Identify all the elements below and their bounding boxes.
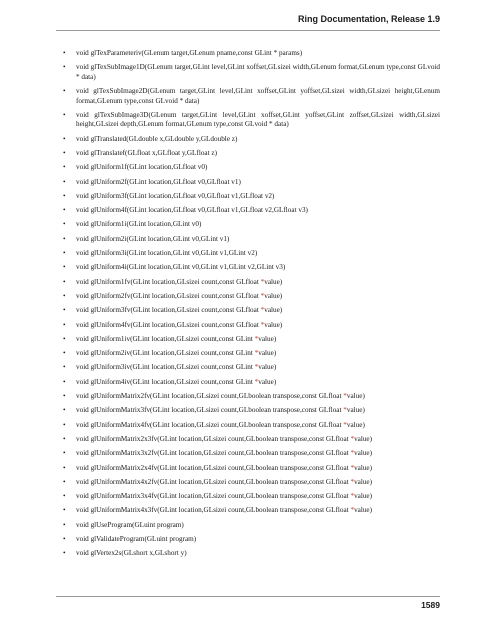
function-signature: void glTexSubImage2D(GLenum target,GLint level,GLint xoffset,GLint yoffset,GLsizei width,GLsizei height,GLenum format,GLenum type,const GLvoid * data) [76, 87, 440, 105]
page-footer [56, 596, 440, 611]
function-signature: void glUseProgram(GLuint program) [76, 520, 184, 529]
pointer-asterisk: * [343, 406, 347, 415]
function-signature-item [56, 335, 440, 345]
function-signature-item [56, 549, 440, 559]
pointer-asterisk: * [350, 449, 355, 458]
pointer-asterisk: * [260, 291, 265, 300]
function-signature-tail: value) [258, 363, 277, 372]
pointer-asterisk: * [350, 477, 355, 486]
function-signature-item [56, 235, 440, 245]
function-signature-tail: value) [264, 306, 283, 315]
function-signature: void glUniform3iv(GLint location,GLsizei count,const GLint [76, 363, 255, 372]
function-signature-tail: value) [258, 334, 277, 343]
function-signature-item [56, 392, 440, 402]
function-signature: void glTexSubImage1D(GLenum target,GLint level,GLint xoffset,GLsizei width,GLenum format,GLenum type,const GLvoid * data) [76, 63, 440, 81]
pointer-asterisk: * [260, 320, 265, 329]
function-signature-item [56, 87, 440, 106]
function-signature: void glUniform1iv(GLint location,GLsizei count,const GLint [76, 334, 255, 343]
function-signature: void glUniformMatrix4fv(GLint location,GLsizei count,GLboolean transpose,const GLfloat [76, 420, 344, 429]
function-signature: void glVertex2s(GLshort x,GLshort y) [76, 549, 187, 558]
function-signature: void glUniform2i(GLint location,GLint v0,GLint v1) [76, 234, 230, 243]
function-signature-item [56, 278, 440, 288]
function-signature-item [56, 263, 440, 273]
function-signature: void glUniform1f(GLint location,GLfloat v0) [76, 163, 208, 172]
function-signature-item [56, 63, 440, 82]
function-signature-tail: value) [354, 506, 373, 515]
function-signature-item [56, 192, 440, 202]
pointer-asterisk: * [350, 506, 355, 515]
function-signature-item [56, 135, 440, 145]
pointer-asterisk: * [350, 463, 355, 472]
function-signature-item [56, 492, 440, 502]
pointer-asterisk: * [254, 334, 259, 343]
function-signature-item [56, 363, 440, 373]
function-signature-tail: value) [346, 406, 365, 415]
document-title: Ring Documentation, Release 1.9 [297, 14, 440, 24]
function-signature-item [56, 178, 440, 188]
function-signature: void glUniform4fv(GLint location,GLsizei count,const GLfloat [76, 320, 261, 329]
function-signature-item [56, 521, 440, 531]
function-signature: void glUniform3fv(GLint location,GLsizei count,const GLfloat [76, 306, 261, 315]
function-signature-item [56, 506, 440, 516]
function-signature: void glUniformMatrix3fv(GLint location,GLsizei count,GLboolean transpose,const GLfloat [76, 406, 344, 415]
function-signature-item [56, 406, 440, 416]
function-signature-item [56, 321, 440, 331]
function-list [56, 49, 440, 564]
function-signature: void glUniform1fv(GLint location,GLsizei count,const GLfloat [76, 277, 261, 286]
function-signature-item [56, 149, 440, 159]
function-signature: void glUniformMatrix2x4fv(GLint location,GLsizei count,GLboolean transpose,const GLfloat [76, 463, 351, 472]
function-signature-item [56, 535, 440, 545]
function-signature-tail: value) [264, 277, 283, 286]
function-signature-item [56, 292, 440, 302]
pointer-asterisk: * [254, 363, 259, 372]
function-signature: void glUniformMatrix4x3fv(GLint location,GLsizei count,GLboolean transpose,const GLfloat [76, 506, 351, 515]
pointer-asterisk: * [254, 349, 259, 358]
function-signature: void glUniform4i(GLint location,GLint v0,GLint v1,GLint v2,GLint v3) [76, 263, 286, 272]
function-signature-tail: value) [354, 463, 373, 472]
pointer-asterisk: * [343, 392, 347, 401]
function-signature-item [56, 249, 440, 259]
function-signature-item [56, 449, 440, 459]
function-signature: void glUniform4iv(GLint location,GLsizei count,const GLint [76, 377, 255, 386]
pointer-asterisk: * [260, 306, 265, 315]
function-signature: void glUniform2f(GLint location,GLfloat v0,GLfloat v1) [76, 177, 241, 186]
function-signature-item [56, 306, 440, 316]
function-signature-tail: value) [354, 449, 373, 458]
function-signature: void glTranslated(GLdouble x,GLdouble y,GLdouble z) [76, 134, 238, 143]
function-signature-item [56, 111, 440, 130]
function-signature: void glUniformMatrix2x3fv(GLint location,GLsizei count,GLboolean transpose,const GLfloat [76, 434, 351, 443]
function-signature-item [56, 478, 440, 488]
pointer-asterisk: * [350, 492, 355, 501]
pointer-asterisk: * [254, 377, 259, 386]
function-signature-item [56, 421, 440, 431]
function-signature-tail: value) [258, 377, 277, 386]
function-signature-item [56, 49, 440, 59]
function-signature: void glTexSubImage3D(GLenum target,GLint level,GLint xoffset,GLint yoffset,GLint zoffset,GLsizei width,GLsizei height,GLsizei depth,GLenum format,GLenum type,const GLvoid * data) [76, 110, 440, 129]
function-signature: void glUniformMatrix3x2fv(GLint location,GLsizei count,GLboolean transpose,const GLfloat [76, 449, 351, 458]
function-signature-tail: value) [346, 420, 365, 429]
function-signature-item [56, 464, 440, 474]
function-signature: void glUniformMatrix2fv(GLint location,GLsizei count,GLboolean transpose,const GLfloat [76, 392, 344, 401]
function-signature-tail: value) [264, 320, 283, 329]
function-signature: void glUniformMatrix3x4fv(GLint location,GLsizei count,GLboolean transpose,const GLfloat [76, 492, 351, 501]
function-signature-item [56, 163, 440, 173]
function-signature: void glUniform1i(GLint location,GLint v0) [76, 220, 202, 229]
function-signature-tail: value) [258, 349, 277, 358]
function-signature: void glUniform3f(GLint location,GLfloat v0,GLfloat v1,GLfloat v2) [76, 191, 275, 200]
function-signature-tail: value) [354, 477, 373, 486]
pointer-asterisk: * [260, 277, 265, 286]
function-signature: void glUniform3i(GLint location,GLint v0,GLint v1,GLint v2) [76, 249, 258, 258]
function-signature: void glUniform2fv(GLint location,GLsizei count,const GLfloat [76, 291, 261, 300]
function-signature-item [56, 349, 440, 359]
function-signature-tail: value) [346, 392, 365, 401]
page-number: 1589 [421, 600, 440, 610]
function-signature: void glTranslatef(GLfloat x,GLfloat y,GLfloat z) [76, 148, 217, 157]
function-signature: void glValidateProgram(GLuint program) [76, 535, 197, 543]
function-signature: void glTexParameteriv(GLenum target,GLenum pname,const GLint * params) [76, 49, 303, 57]
pointer-asterisk: * [343, 420, 347, 429]
function-signature-item [56, 206, 440, 216]
function-signature: void glUniform2iv(GLint location,GLsizei count,const GLint [76, 349, 255, 358]
function-signature-tail: value) [354, 434, 373, 443]
function-signature-item [56, 378, 440, 388]
function-signature-item [56, 220, 440, 230]
pointer-asterisk: * [350, 434, 355, 443]
function-signature-tail: value) [264, 291, 283, 300]
function-signature: void glUniform4f(GLint location,GLfloat v0,GLfloat v1,GLfloat v2,GLfloat v3) [76, 206, 308, 215]
function-signature-tail: value) [354, 492, 373, 501]
function-signature-item [56, 435, 440, 445]
page-header [56, 12, 440, 31]
function-signature: void glUniformMatrix4x2fv(GLint location,GLsizei count,GLboolean transpose,const GLfloat [76, 477, 351, 486]
